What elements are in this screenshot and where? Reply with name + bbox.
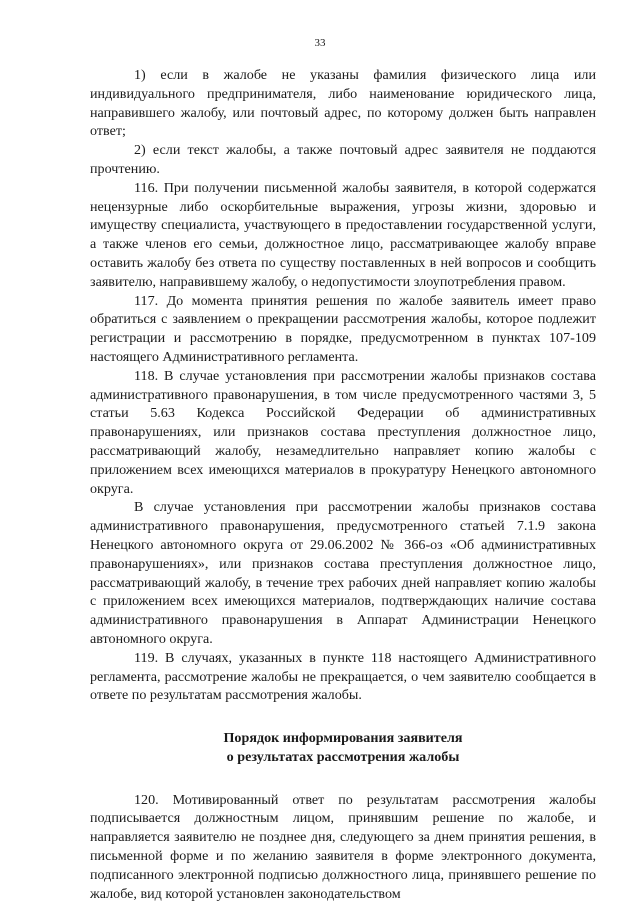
paragraph-118-continued: В случае установления при рассмотрении жалобы признаков состава административного правонарушения, предусмотренного статьей 7.1.9 закона Ненецкого автономного округа от 29.06.2002 № 366-оз «Об административных правонарушениях», или признаков состава преступления должностное лицо, рассматривающий жалобу, в течение трех рабочих дней направляет копию жалобы с приложением всех имеющихся материалов, подтверждающих наличие состава административного правонарушения в Аппарат Администрации Ненецкого автономного округа. bbox=[90, 499, 596, 647]
section-heading-line-1: Порядок информирования заявителя bbox=[223, 730, 463, 747]
paragraph-item-1-no-name: 1) если в жалобе не указаны фамилия физического лица или индивидуального предпринимателя, либо наименование юридического лица, направившего жалобу, или почтовый адрес, по которому должен быть направлен ответ; bbox=[90, 67, 596, 140]
paragraph-116: 116. При получении письменной жалобы заявителя, в которой содержатся нецензурные либо оскорбительные выражения, угрозы жизни, здоровью и имуществу специалиста, участвующего в предоставлении государственной услуги, а также членов его семьи, должностное лицо, рассматривающее жалобу вправе оставить жалобу без ответа по существу поставленных в ней вопросов и сообщить заявителю, направившему жалобу, о недопустимости злоупотребления правом. bbox=[90, 179, 596, 290]
page-number: 33 bbox=[314, 37, 326, 49]
section-heading-line-2: о результатах рассмотрения жалобы bbox=[226, 748, 460, 765]
document-body bbox=[90, 66, 596, 903]
paragraph-item-2-unreadable: 2) если текст жалобы, а также почтовый адрес заявителя не поддаются прочтению. bbox=[90, 142, 596, 177]
paragraph-120: 120. Мотивированный ответ по результатам рассмотрения жалобы подписывается должностным лицом, принявшим решение по жалобе, и направляется заявителю не позднее дня, следующего за днем принятия решения, в письменной форме и по желанию заявителя в форме электронного документа, подписанного электронной подписью должностного лица, принявшего решение по жалобе, вид которой установлен законодательством bbox=[90, 791, 596, 902]
paragraph-119: 119. В случаях, указанных в пункте 118 настоящего Административного регламента, рассмотрение жалобы не прекращается, о чем заявителю сообщается в ответе по результатам рассмотрения жалобы. bbox=[90, 649, 596, 704]
paragraph-118: 118. В случае установления при рассмотрении жалобы признаков состава административного правонарушения, в том числе предусмотренного частями 3, 5 статьи 5.63 Кодекса Российской Федерации об административных правонарушениях, или признаков состава преступления должностное лицо, рассматривающий жалобу, незамедлительно направляет копию жалобы с приложением всех имеющихся материалов в прокуратуру Ненецкого автономного округа. bbox=[90, 367, 596, 497]
section-heading bbox=[90, 729, 596, 767]
paragraph-117: 117. До момента принятия решения по жалобе заявитель имеет право обратиться с заявлением о прекращении рассмотрения жалобы, которое подлежит регистрации и рассмотрению в порядке, предусмотренном в пунктах 107-109 настоящего Административного регламента. bbox=[90, 292, 596, 365]
